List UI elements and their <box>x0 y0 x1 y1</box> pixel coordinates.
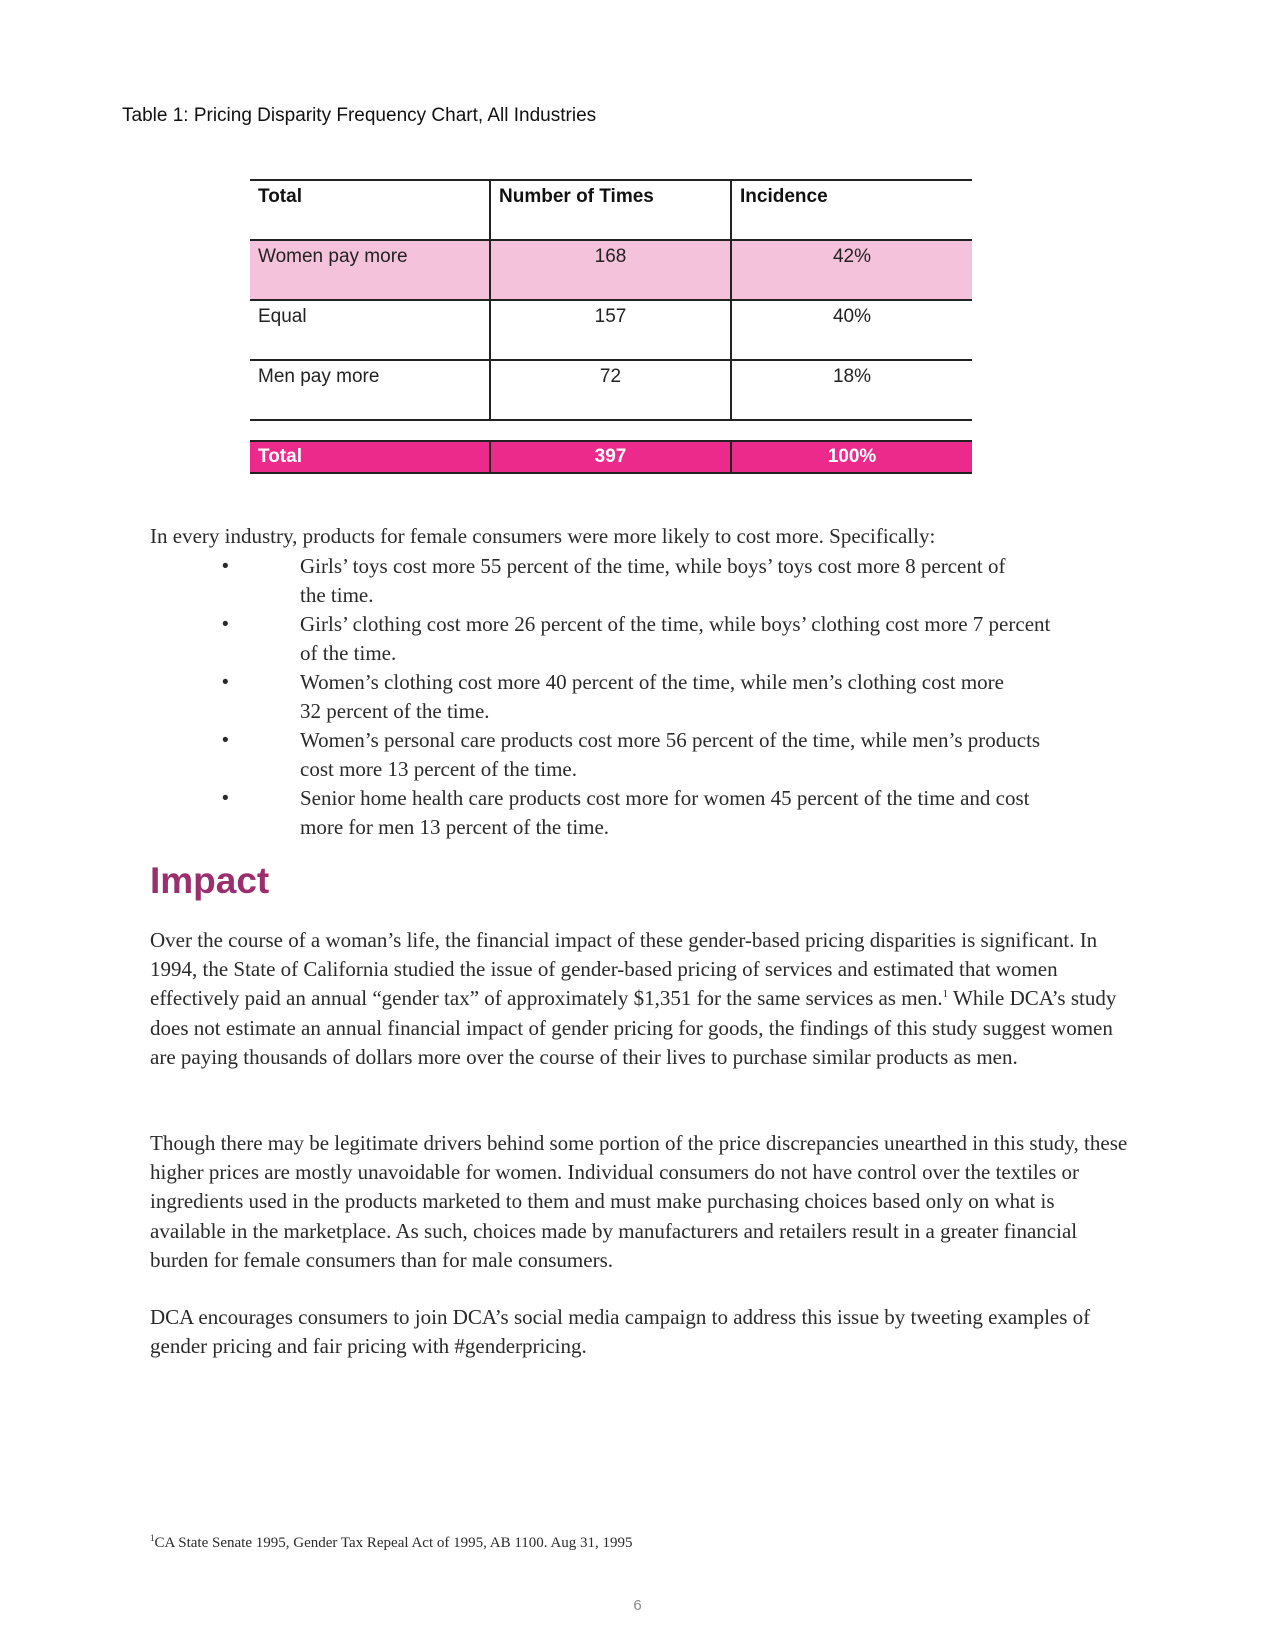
row-label: Equal <box>250 300 490 360</box>
row-count: 157 <box>490 300 731 360</box>
row-count: 72 <box>490 360 731 420</box>
impact-paragraph-1 <box>150 926 1130 1072</box>
row-incidence: 42% <box>731 240 972 300</box>
section-heading-impact: Impact <box>150 860 270 901</box>
row-count: 168 <box>490 240 731 300</box>
column-header-total: Total <box>250 180 490 240</box>
list-item-line: the time. <box>300 583 374 607</box>
impact-paragraph-3: DCA encourages consumers to join DCA’s social media campaign to address this issue by tweeting examples of gender pricing and fair pricing with #genderpricing. <box>150 1305 1091 1359</box>
table-spacer-row <box>250 420 972 441</box>
row-incidence: 40% <box>731 300 972 360</box>
list-item-line: more for men 13 percent of the time. <box>300 815 610 839</box>
footnote-reference: 1 <box>942 988 949 1001</box>
list-item-line: Girls’ clothing cost more 26 percent of the time, while boys’ clothing cost more 7 percent <box>300 612 1051 636</box>
column-header-number-of-times: Number of Times <box>490 180 731 240</box>
paragraph-text: While DCA’s study does not estimate an annual financial impact of gender pricing for goods, the findings of this study suggest women are paying thousands of dollars more over the course of their lives to purchase similar products as men. <box>150 986 1117 1069</box>
table-caption: Table 1: Pricing Disparity Frequency Chart, All Industries <box>122 105 597 126</box>
list-item-line: Women’s personal care products cost more 56 percent of the time, while men’s products <box>300 728 1041 752</box>
total-label: Total <box>250 441 490 473</box>
paragraph-text: Over the course of a woman’s life, the financial impact of these gender-based pricing disparities is significant. In 1994, the State of California studied the issue of gender-based pricing of services and estimated that women effectively paid an annual “gender tax” of approximately $1,351 for the same services as men. <box>150 928 1098 1011</box>
bullet-icon: • <box>222 556 229 577</box>
list-item-line: cost more 13 percent of the time. <box>300 757 577 781</box>
table-row-total <box>250 441 972 473</box>
table-row-equal <box>250 300 972 360</box>
row-label: Women pay more <box>250 240 490 300</box>
impact-paragraph-2: Though there may be legitimate drivers behind some portion of the price discrepancies unearthed in this study, these higher prices are mostly unavoidable for women. Individual consumers do not have control over the textiles or ingredients used in the products marketed to them and must make purchasing choices based only on what is available in the marketplace. As such, choices made by manufacturers and retailers result in a greater financial burden for female consumers than for male consumers. <box>150 1131 1128 1272</box>
row-incidence: 18% <box>731 360 972 420</box>
list-item <box>150 784 1110 842</box>
bullet-icon: • <box>222 730 229 751</box>
total-incidence: 100% <box>731 441 972 473</box>
list-item-line: 32 percent of the time. <box>300 699 490 723</box>
list-item-line: of the time. <box>300 641 397 665</box>
list-item <box>150 726 1110 784</box>
list-item-line: Girls’ toys cost more 55 percent of the time, while boys’ toys cost more 8 percent of <box>300 554 1006 578</box>
bullet-icon: • <box>222 614 229 635</box>
list-item <box>150 668 1110 726</box>
list-item <box>150 610 1110 668</box>
list-item <box>150 552 1110 610</box>
row-label: Men pay more <box>250 360 490 420</box>
column-header-incidence: Incidence <box>731 180 972 240</box>
table-row-men-pay-more <box>250 360 972 420</box>
table-header-row <box>250 180 972 240</box>
footnote-text: CA State Senate 1995, Gender Tax Repeal Act of 1995, AB 1100. Aug 31, 1995 <box>154 1535 633 1551</box>
table-row-women-pay-more <box>250 240 972 300</box>
list-item-line: Senior home health care products cost more for women 45 percent of the time and cost <box>300 786 1030 810</box>
page-number: 6 <box>633 1597 642 1614</box>
footnote-number: 1 <box>150 1533 155 1543</box>
intro-text: In every industry, products for female consumers were more likely to cost more. Specifically: <box>150 524 936 548</box>
total-count: 397 <box>490 441 731 473</box>
findings-list <box>150 552 1110 842</box>
bullet-icon: • <box>222 672 229 693</box>
pricing-disparity-table <box>250 179 972 474</box>
bullet-icon: • <box>222 788 229 809</box>
footnote <box>150 1533 633 1552</box>
list-item-line: Women’s clothing cost more 40 percent of the time, while men’s clothing cost more <box>300 670 1004 694</box>
